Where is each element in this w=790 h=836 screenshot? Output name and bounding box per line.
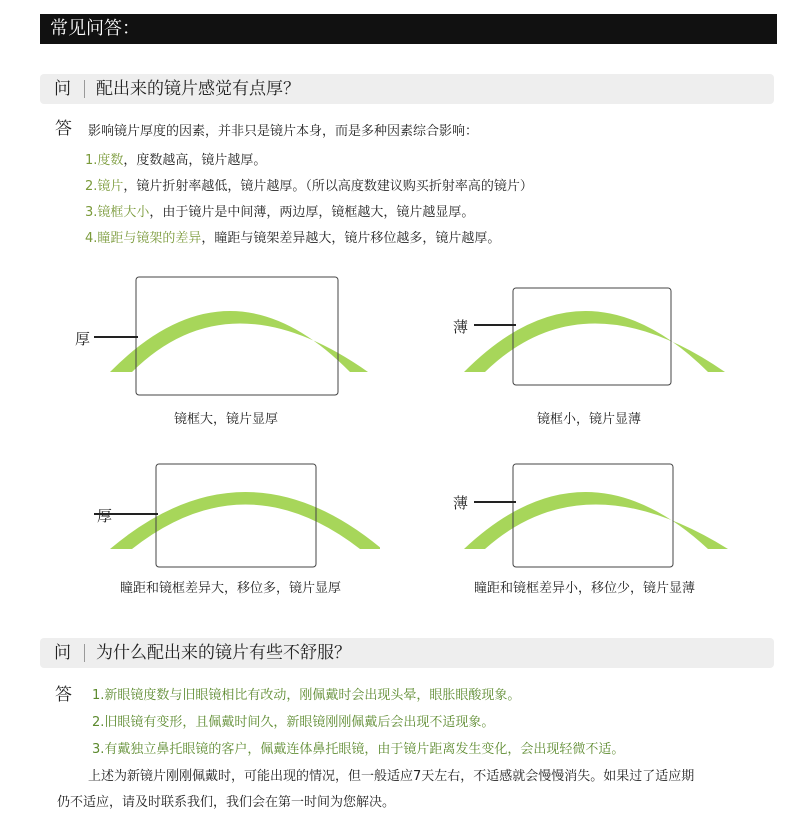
lens-diagram-large-frame	[60, 265, 380, 405]
item-key: 2.镜片	[85, 179, 124, 194]
lens-arc	[110, 311, 368, 372]
lens-arc	[110, 492, 380, 549]
question-mark: 问	[54, 643, 71, 663]
thickness-label: 薄	[453, 494, 469, 512]
answer-item	[85, 149, 266, 168]
item-text: ，瞳距与镜架差异越大，镜片移位越多，镜片越厚。	[201, 231, 501, 246]
answer-mark: 答	[55, 685, 72, 705]
thickness-label: 厚	[75, 330, 91, 348]
frame-outline	[513, 288, 671, 385]
answer-item	[85, 175, 533, 194]
summary-line-2: 仍不适应，请及时联系我们，我们会在第一时间为您解决。	[57, 795, 396, 810]
lens-diagram-small-frame	[440, 265, 740, 405]
question-text: 为什么配出来的镜片有些不舒服？	[96, 643, 351, 663]
item-text: ，镜片折射率越低，镜片越厚。（所以高度数建议购买折射率高的镜片）	[123, 179, 533, 194]
lens-diagram-small-offset	[440, 455, 740, 575]
answer-item: 3.有戴独立鼻托眼镜的客户，佩戴连体鼻托眼镜，由于镜片距离发生变化，会出现轻微不适。	[92, 742, 625, 757]
figure-caption: 镜框小，镜片显薄	[537, 412, 642, 427]
section-title: 常见问答：	[50, 18, 140, 39]
question-mark: 问	[54, 79, 71, 99]
answer-item	[85, 227, 500, 246]
item-text: ，度数越高，镜片越厚。	[123, 153, 267, 168]
figure-caption: 瞳距和镜框差异小，移位少，镜片显薄	[474, 581, 696, 596]
answer-intro: 影响镜片厚度的因素，并非只是镜片本身，而是多种因素综合影响：	[88, 124, 479, 139]
summary-line-1: 上述为新镜片刚刚佩戴时，可能出现的情况，但一般适应7天左右，不适感就会慢慢消失。如果过了适应期	[88, 769, 695, 784]
section-header	[40, 14, 777, 44]
item-key: 1.度数	[85, 153, 124, 168]
divider	[84, 644, 85, 662]
answer-item: 2.旧眼镜有变形，且佩戴时间久，新眼镜刚刚佩戴后会出现不适现象。	[92, 715, 495, 730]
item-key: 4.瞳距与镜架的差异	[85, 231, 202, 246]
figure-caption: 镜框大，镜片显厚	[174, 412, 279, 427]
divider	[84, 80, 85, 98]
thickness-label: 薄	[453, 318, 469, 336]
item-text: ，由于镜片是中间薄，两边厚，镜框越大，镜片越显厚。	[149, 205, 475, 220]
figure-caption: 瞳距和镜框差异大，移位多，镜片显厚	[120, 581, 342, 596]
answer-item: 1.新眼镜度数与旧眼镜相比有改动，刚佩戴时会出现头晕，眼胀眼酸现象。	[92, 688, 521, 703]
question-bar-2	[40, 638, 774, 668]
question-bar-1	[40, 74, 774, 104]
lens-arc	[464, 492, 728, 549]
lens-arc	[464, 311, 725, 372]
question-text: 配出来的镜片感觉有点厚？	[96, 79, 300, 99]
answer-mark: 答	[55, 119, 72, 139]
item-key: 3.镜框大小	[85, 205, 150, 220]
thickness-label: 厚	[97, 507, 113, 525]
answer-item	[85, 201, 474, 220]
